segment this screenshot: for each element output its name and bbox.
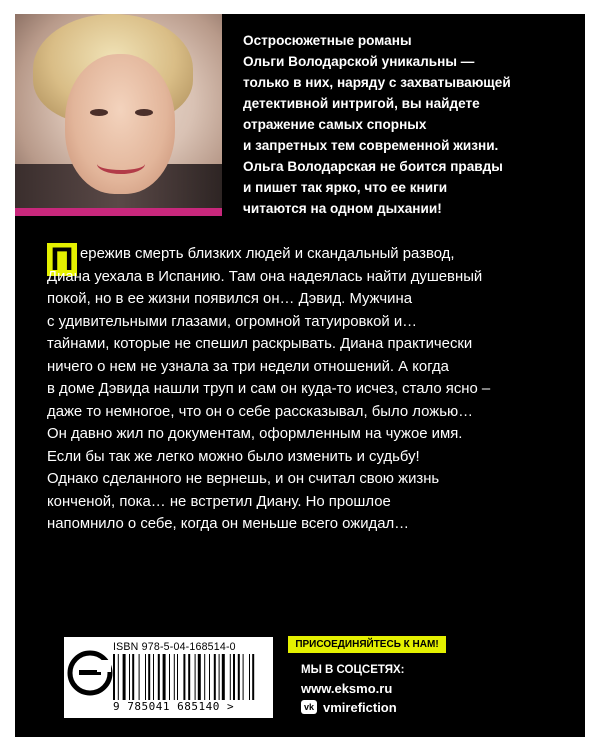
barcode-bar (198, 654, 201, 700)
barcode-bar (243, 654, 244, 700)
author-photo (15, 14, 222, 208)
blurb-line: Ольга Володарская не боится правды (243, 159, 503, 174)
synopsis-line: Диана уехала в Испанию. Там она надеялась найти душевный (47, 268, 483, 285)
synopsis-line: тайнами, которые не спешил раскрывать. Диана практически (47, 336, 473, 352)
synopsis-line: ережив смерть близких людей и скандальный развод, (80, 246, 455, 262)
drop-cap: П (47, 243, 77, 276)
vk-icon: vk (301, 700, 317, 714)
blurb-line: и пишет так ярко, что ее книги (243, 180, 448, 195)
vk-handle: vmirefiction (323, 699, 397, 715)
barcode-bar (249, 654, 250, 700)
barcode-bar (118, 654, 119, 700)
blurb-line: и запретных тем современной жизни. (243, 138, 499, 153)
synopsis-line: Если бы так же легко можно было изменить и судьбу! (47, 448, 420, 465)
barcode-bar (233, 654, 235, 700)
blurb-line: только в них, наряду с захватывающей (243, 75, 511, 90)
barcode-bar (177, 654, 178, 700)
website-link[interactable]: www.eksmo.ru (301, 681, 393, 696)
blurb-line: отражение самых спорных (243, 117, 427, 132)
barcode-bar (183, 654, 185, 700)
join-us-badge: ПРИСОЕДИНЯЙТЕСЬ К НАМ! (288, 636, 446, 653)
photo-eye-right (135, 109, 153, 116)
photo-accent-bar (15, 208, 222, 216)
barcode-bar (169, 654, 170, 700)
barcode-bar (163, 654, 166, 700)
barcode-bar (238, 654, 240, 700)
photo-eye-left (90, 109, 108, 116)
blurb-line: Ольги Володарской уникальны — (243, 54, 475, 69)
synopsis-line: Он давно жил по документам, оформленным на чужое имя. (47, 426, 463, 442)
synopsis (47, 243, 567, 536)
barcode-bar (230, 654, 231, 700)
barcode-bar (158, 654, 160, 700)
barcode-bar (148, 654, 150, 700)
synopsis-line: покой, но в ее жизни появился он… Дэвид. Мужчина (47, 291, 413, 307)
synopsis-line: в доме Дэвида нашли труп и сам он куда-то исчез, стало ясно – (47, 381, 491, 397)
eksmo-logo-icon (67, 650, 113, 696)
barcode-bar (174, 654, 175, 700)
blurb-line: детективной интригой, вы найдете (243, 96, 480, 111)
synopsis-line: с удивительными глазами, огромной татуировкой и… (47, 313, 418, 330)
social-label: МЫ В СОЦСЕТЯХ: (301, 664, 405, 676)
barcode-bar (113, 654, 115, 700)
barcode-bar (209, 654, 210, 700)
barcode-bar (252, 654, 254, 700)
barcode-bar (214, 654, 216, 700)
barcode-bar (129, 654, 130, 700)
photo-smile (97, 154, 145, 174)
author-blurb (243, 30, 573, 219)
blurb-line: читаются на одном дыхании! (243, 201, 442, 216)
blurb-line: Остросюжетные романы (243, 33, 412, 48)
synopsis-line: напомнило о себе, когда он меньше всего ожидал… (47, 516, 410, 532)
barcode-bar (145, 654, 146, 700)
barcode-bar (219, 654, 220, 700)
barcode-bars (113, 654, 265, 700)
synopsis-line: ничего о нем не узнала за три недели отношений. А когда (47, 358, 449, 375)
synopsis-line: конченой, пока… не встретил Диану. Но прошлое (47, 493, 391, 510)
isbn-text: ISBN 978-5-04-168514-0 (113, 641, 236, 653)
vk-link[interactable] (301, 698, 471, 716)
barcode-bar (195, 654, 196, 700)
barcode-bar (132, 654, 134, 700)
barcode-bar (204, 654, 205, 700)
barcode-bar (153, 654, 154, 700)
barcode-bar (139, 654, 140, 700)
synopsis-line: Однако сделанного не вернешь, и он считал свою жизнь (47, 471, 440, 487)
barcode-digits: 9 785041 685140 > (113, 700, 235, 713)
barcode-bar (188, 654, 190, 700)
barcode-bar (222, 654, 225, 700)
synopsis-line: даже то немногое, что он о себе рассказывал, было ложью… (47, 403, 474, 420)
barcode-bar (123, 654, 126, 700)
